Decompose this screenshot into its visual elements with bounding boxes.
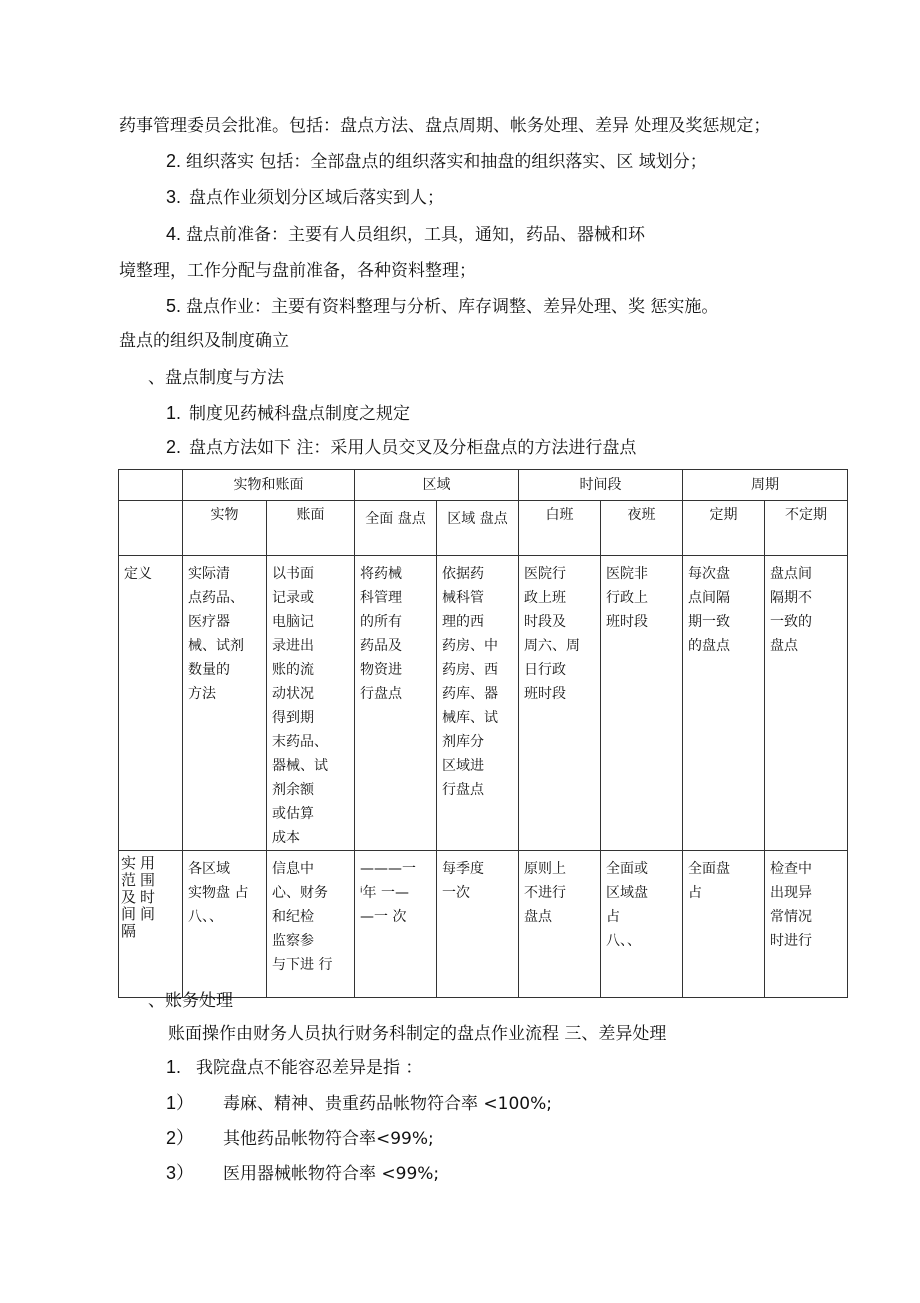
cell-text-line: 各区域: [188, 861, 230, 877]
list-number: 1.: [166, 1057, 182, 1077]
cell-text-line: 记录或: [272, 590, 314, 606]
cell-text-line: 用: [140, 854, 156, 872]
cell-text-line: 药房、中: [442, 638, 498, 654]
cell-text-line: 行盘点: [360, 686, 402, 702]
cell-text-line: 医疗器: [188, 614, 230, 630]
method-line-1: 制度见药械科盘点制度之规定: [189, 404, 410, 424]
cell-text-line: 检查中: [770, 861, 812, 877]
cell-text-line: 盘点: [524, 909, 552, 925]
cell-text-line: 一致的: [770, 614, 812, 630]
cell-text-line: 监察参: [272, 933, 314, 949]
cell-text-line: 日行政: [524, 662, 566, 678]
group-header: 实物和账面: [183, 470, 355, 501]
list-number: 2.: [166, 151, 182, 171]
cell-text-line: 范: [121, 871, 137, 889]
cell-text-line: 间: [140, 905, 156, 923]
table-cell: [437, 556, 519, 851]
cell-text-line: 隔: [121, 922, 137, 940]
table-cell: [183, 556, 267, 851]
row-label-definition: 定义: [119, 556, 183, 851]
table-corner-cell: [119, 470, 183, 501]
cell-text-line: 班时段: [524, 686, 566, 702]
table-cell: [601, 556, 683, 851]
cell-text-line: 盘点: [770, 638, 798, 654]
discrepancy-item-2: 其他药品帐物符合率<99%;: [223, 1129, 434, 1149]
cell-text-line: ⁱ年 一—: [360, 885, 409, 901]
cell-text-line: 点间隔: [688, 590, 730, 606]
cell-text-line: 八、、: [606, 933, 641, 949]
sub-header: 账面: [267, 501, 355, 556]
vertical-label-col-b: [140, 855, 155, 940]
cell-text-line: 时段及: [524, 614, 566, 630]
cell-text-line: —一 次: [360, 909, 407, 925]
cell-text-line: 方法: [188, 686, 216, 702]
cell-text-line: 与下进 行: [272, 957, 333, 973]
cell-text-line: 及: [121, 888, 137, 906]
cell-text-line: 得到期: [272, 710, 314, 726]
list-number: 1）: [166, 1093, 195, 1113]
subsection-heading: 、盘点制度与方法: [148, 368, 284, 388]
cell-text-line: ———一: [360, 861, 416, 877]
para-line-4: 盘点前准备：主要有人员组织，工具，通知，药品、器械和环: [186, 225, 645, 245]
cell-text-line: 数量的: [188, 662, 230, 678]
cell-text-line: 一次: [442, 885, 470, 901]
cell-text-line: 末药品、: [272, 734, 328, 750]
cell-text-line: 药房、西: [442, 662, 498, 678]
sub-header: 实物: [183, 501, 267, 556]
row-label-range: [119, 851, 183, 998]
cell-text-line: 将药械: [360, 566, 402, 582]
section-heading: 盘点的组织及制度确立: [119, 331, 289, 351]
list-number: 2.: [166, 437, 182, 457]
table-cell: [267, 556, 355, 851]
table-cell: [601, 851, 683, 998]
table-definition-row: [119, 556, 848, 851]
method-line-2: 盘点方法如下 注：采用人员交叉及分柜盘点的方法进行盘点: [189, 438, 637, 458]
sub-header: 夜班: [601, 501, 683, 556]
cell-text-line: 和纪检: [272, 909, 314, 925]
discrepancy-intro: 我院盘点不能容忍差异是指 ：: [196, 1058, 423, 1078]
cell-text-line: 常情况: [770, 909, 812, 925]
cell-text-line: 不进行: [524, 885, 566, 901]
sub-header: 定期: [683, 501, 765, 556]
cell-text-line: 占: [606, 909, 620, 925]
cell-text-line: 占: [688, 885, 702, 901]
group-header: 时间段: [519, 470, 683, 501]
cell-text-line: 动状况: [272, 686, 314, 702]
cell-text-line: 器械、试: [272, 758, 328, 774]
discrepancy-item-1: 毒麻、精神、贵重药品帐物符合率 <100%;: [223, 1094, 552, 1114]
cell-text-line: 医院非: [606, 566, 648, 582]
cell-text-line: 期一致: [688, 614, 730, 630]
list-number: 5.: [166, 296, 182, 316]
cell-text-line: 行政上: [606, 590, 648, 606]
table-cell: [765, 851, 848, 998]
table-empty-cell: [119, 501, 183, 556]
cell-text-line: 每季度: [442, 861, 484, 877]
cell-text-line: 八、、: [188, 909, 223, 925]
cell-text-line: 时进行: [770, 933, 812, 949]
cell-text-line: 区域盘: [606, 885, 648, 901]
cell-text-line: 每次盘: [688, 566, 730, 582]
para-line-5: 盘点作业：主要有资料整理与分析、库存调整、差异处理、奖 惩实施。: [186, 297, 719, 317]
cell-text-line: 盘点间: [770, 566, 812, 582]
cell-text-line: 依据药: [442, 566, 484, 582]
cell-text-line: 实: [121, 854, 137, 872]
cell-text-line: 出现异: [770, 885, 812, 901]
inventory-method-table: [118, 469, 848, 998]
cell-text-line: 理的西: [442, 614, 484, 630]
cell-text-line: 周六、周: [524, 638, 580, 654]
sub-header: 区域 盘点: [437, 501, 519, 556]
cell-text-line: 的盘点: [688, 638, 730, 654]
table-cell: [519, 556, 601, 851]
cell-text-line: 实物盘 占: [188, 885, 249, 901]
table-sub-header-row: [119, 501, 848, 556]
subsection-heading: 、账务处理: [148, 991, 233, 1011]
table-cell: [683, 851, 765, 998]
cell-text-line: 账的流: [272, 662, 314, 678]
table-cell: [355, 851, 437, 998]
sub-header: 全面 盘点: [355, 501, 437, 556]
table-cell: [267, 851, 355, 998]
para-line-4b: 境整理，工作分配与盘前准备，各种资料整理；: [119, 261, 476, 281]
cell-text-line: 间: [121, 905, 137, 923]
cell-text-line: 信息中: [272, 861, 314, 877]
cell-text-line: 医院行: [524, 566, 566, 582]
cell-text-line: 心、财务: [272, 885, 328, 901]
cell-text-line: 全面或: [606, 861, 648, 877]
list-number: 4.: [166, 224, 182, 244]
group-header: 区域: [355, 470, 519, 501]
vertical-label: [119, 853, 182, 940]
cell-text-line: 行盘点: [442, 782, 484, 798]
cell-text-line: 或估算: [272, 806, 314, 822]
cell-text-line: 班时段: [606, 614, 648, 630]
cell-text-line: 成本: [272, 830, 300, 846]
cell-text-line: 原则上: [524, 861, 566, 877]
cell-text-line: 科管理: [360, 590, 402, 606]
list-number: 1.: [166, 403, 182, 423]
accounting-line: 账面操作由财务人员执行财务科制定的盘点作业流程 三、差异处理: [168, 1024, 667, 1044]
cell-text-line: 剂余额: [272, 782, 314, 798]
para-line-2: 组织落实 包括：全部盘点的组织落实和抽盘的组织落实、区 域划分；: [186, 152, 707, 172]
sub-header: 白班: [519, 501, 601, 556]
para-line-3: 盘点作业须划分区域后落实到人；: [189, 188, 444, 208]
list-number: 2）: [166, 1128, 195, 1148]
list-number: 3）: [166, 1163, 195, 1183]
cell-text-line: 的所有: [360, 614, 402, 630]
table-cell: [355, 556, 437, 851]
table-cell: [437, 851, 519, 998]
cell-text-line: 械科管: [442, 590, 484, 606]
cell-text-line: 时: [140, 888, 156, 906]
cell-text-line: 区域进: [442, 758, 484, 774]
cell-text-line: 录进出: [272, 638, 314, 654]
table-cell: [183, 851, 267, 998]
cell-text-line: 药品及: [360, 638, 402, 654]
discrepancy-item-3: 医用器械帐物符合率 <99%;: [223, 1164, 440, 1184]
cell-text-line: 政上班: [524, 590, 566, 606]
cell-text-line: 物资进: [360, 662, 402, 678]
cell-text-line: 药库、器: [442, 686, 498, 702]
cell-text-line: 隔期不: [770, 590, 812, 606]
para-line-1: 药事管理委员会批准。包括：盘点方法、盘点周期、帐务处理、差异 处理及奖惩规定；: [119, 116, 771, 136]
cell-text-line: 剂库分: [442, 734, 484, 750]
table-cell: [683, 556, 765, 851]
sub-header: 不定期: [765, 501, 848, 556]
table-group-header-row: [119, 470, 848, 501]
cell-text-line: 电脑记: [272, 614, 314, 630]
table-cell: [519, 851, 601, 998]
table-cell: [765, 556, 848, 851]
cell-text-line: 械、试剂: [188, 638, 244, 654]
cell-text-line: 围: [140, 871, 156, 889]
table-range-row: [119, 851, 848, 998]
cell-text-line: 全面盘: [688, 861, 730, 877]
cell-text-line: 实际清: [188, 566, 230, 582]
vertical-label-col-a: [121, 855, 136, 940]
cell-text-line: 械库、试: [442, 710, 498, 726]
list-number: 3.: [166, 187, 182, 207]
cell-text-line: 以书面: [272, 566, 314, 582]
group-header: 周期: [683, 470, 848, 501]
cell-text-line: 点药品、: [188, 590, 244, 606]
